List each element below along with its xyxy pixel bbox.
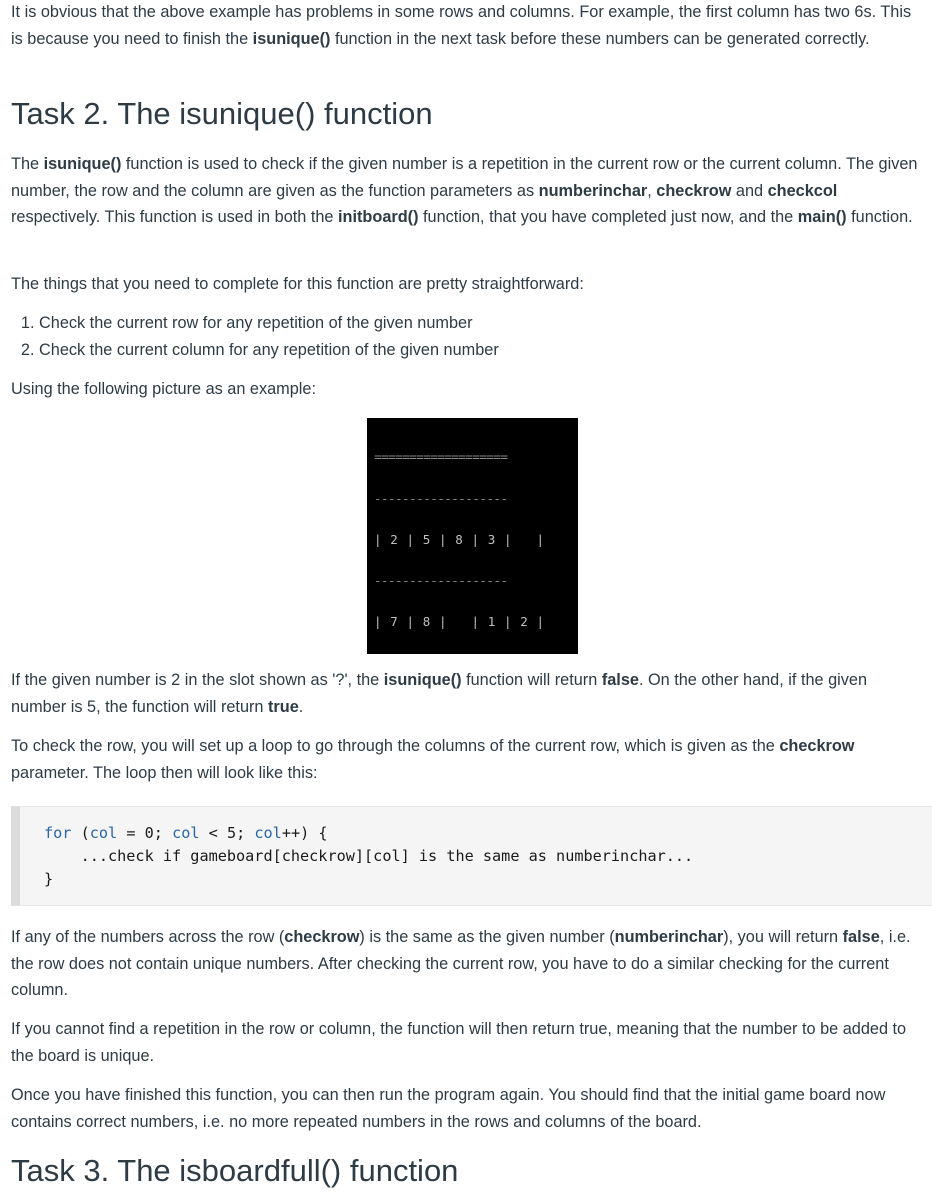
task3-heading: Task 3. The isboardfull() function	[11, 1153, 459, 1188]
unique-explanation: If you cannot find a repetition in the row or column, the function will then return true, meaning that the number to be added to the board is unique.	[11, 1020, 907, 1065]
code-line: ...check if gameboard[checkrow][col] is the same as numberinchar...	[44, 847, 694, 865]
list-item: 2. Check the current column for any repetition of the given number	[39, 337, 926, 364]
code-block	[11, 806, 932, 906]
code-line: for (col = 0; col < 5; col++) {	[44, 824, 328, 842]
example-caption: Using the following picture as an example:	[11, 380, 316, 398]
example-explanation: If the given number is 2 in the slot shown as '?', the isunique() function will return false. On the other hand, if the given number is 5, the function will return true.	[11, 671, 868, 716]
loop-intro: To check the row, you will set up a loop to go through the columns of the current row, which is given as the checkrow parameter. The loop then will look like this:	[11, 737, 855, 782]
steps-list	[11, 310, 926, 363]
task2-description: The isunique() function is used to check if the given number is a repetition in the current row or the current column. The given number, the row and the column are given as the function parameters as numberinchar, checkrow and checkcol respectively. This function is used in both the initboard() function, that you have completed just now, and the main() function.	[11, 155, 918, 226]
board-line: ===================	[374, 449, 508, 465]
run-again-paragraph: Once you have finished this function, you can then run the program again. You should find that the initial game board now contains correct numbers, i.e. no more repeated numbers in the rows and columns of the board.	[11, 1086, 886, 1131]
intro-paragraph: It is obvious that the above example has problems in some rows and columns. For example, the first column has two 6s. This is because you need to finish the isunique() function in the next task before these numbers can be generated correctly.	[11, 3, 912, 48]
board-line: -------------------	[374, 490, 508, 506]
board-line: -------------------	[374, 572, 508, 588]
list-item: 1. Check the current row for any repetition of the given number	[39, 310, 926, 337]
board-line: | 2 | 5 | 8 | 3 | |	[374, 531, 545, 547]
row-check-explanation: If any of the numbers across the row (checkrow) is the same as the given number (numberinchar), you will return false, i.e. the row does not contain unique numbers. After checking the current row, you have to do a similar checking for the current column.	[11, 928, 911, 999]
code-line: }	[44, 870, 54, 888]
game-board-screenshot	[367, 418, 578, 654]
board-line: | 7 | 8 | | 1 | 2 |	[374, 613, 545, 629]
task2-heading: Task 2. The isunique() function	[11, 96, 433, 131]
task2-intro-steps: The things that you need to complete for this function are pretty straightforward:	[11, 275, 584, 293]
